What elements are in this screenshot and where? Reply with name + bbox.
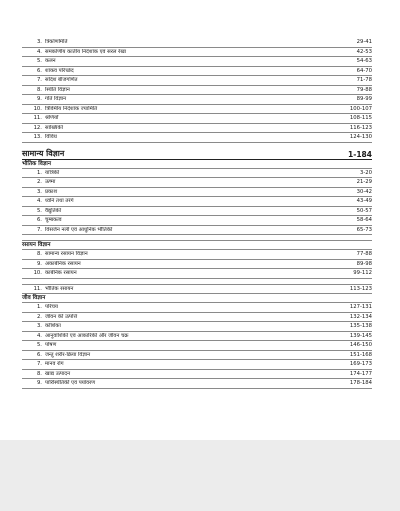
row-number: 9. — [36, 260, 42, 267]
row-number: 6. — [36, 217, 42, 224]
toc-row[interactable] — [22, 370, 372, 380]
toc-row[interactable] — [22, 351, 372, 361]
toc-row[interactable] — [22, 38, 372, 48]
row-title: जीवन की उत्पत्ति — [45, 313, 78, 320]
toc-row[interactable] — [22, 114, 372, 124]
row-pages: 99-112 — [353, 270, 372, 277]
toc-row[interactable] — [22, 250, 372, 260]
toc-row[interactable] — [22, 360, 372, 370]
toc-row[interactable] — [22, 226, 372, 236]
row-number: 2. — [36, 313, 42, 320]
row-number: 12. — [33, 124, 42, 131]
row-pages: 89-98 — [356, 260, 372, 267]
toc-row[interactable] — [22, 379, 372, 389]
row-title: त्रिविमीय निर्देशांक ज्यामिति — [45, 105, 98, 112]
row-title: अकार्बनिक रसायन — [45, 260, 81, 267]
row-pages: 100-107 — [349, 105, 372, 112]
toc-row[interactable] — [22, 133, 372, 143]
toc-row[interactable] — [22, 269, 372, 279]
row-title: गति विज्ञान — [45, 96, 67, 103]
row-pages: 21-29 — [356, 179, 372, 186]
row-title: सदिश बीजगणित — [45, 77, 78, 84]
row-number: 7. — [36, 226, 42, 233]
toc-row[interactable] — [22, 86, 372, 96]
row-number: 6. — [36, 67, 42, 74]
row-number: 2. — [36, 179, 42, 186]
row-number: 13. — [33, 134, 42, 141]
toc-row[interactable] — [22, 197, 372, 207]
row-pages: 132-134 — [349, 313, 372, 320]
row-pages: 127-131 — [349, 304, 372, 311]
row-pages: 151-168 — [349, 351, 372, 358]
row-title: विसर्जन नली एवं आधुनिक भौतिकी — [45, 226, 113, 233]
row-pages: 113-123 — [349, 285, 372, 292]
row-title: पारिस्थितिकी एवं पर्यावरण — [45, 380, 96, 387]
toc-row[interactable] — [22, 178, 372, 188]
row-pages: 124-130 — [349, 134, 372, 141]
row-title: सामान्य रसायन विज्ञान — [45, 251, 88, 258]
row-title: श्रेणियाँ — [45, 115, 59, 122]
row-number: 10. — [33, 270, 42, 277]
section-header-general-science[interactable] — [22, 146, 372, 160]
row-title: शांकव परिच्छेद — [45, 67, 74, 74]
row-number: 6. — [36, 351, 42, 358]
table-of-contents — [22, 38, 372, 389]
row-pages: 169-173 — [349, 361, 372, 368]
row-title: स्थिति विज्ञान — [45, 86, 70, 93]
math-list — [22, 38, 372, 143]
row-number: 8. — [36, 251, 42, 258]
section-pages: 1-184 — [348, 149, 372, 159]
row-number: 4. — [36, 332, 42, 339]
toc-row[interactable] — [22, 57, 372, 67]
row-title: कार्बनिक रसायन — [45, 270, 77, 277]
row-pages: 65-73 — [356, 226, 372, 233]
row-title: परिचय — [45, 304, 58, 311]
row-pages: 116-123 — [349, 124, 372, 131]
row-title: ऊष्मा — [45, 179, 56, 186]
row-title: प्रकाश — [45, 188, 58, 195]
row-title: आनुवांशिकी एवं आकारिकी और जीवन चक्र — [45, 332, 129, 339]
row-number: 5. — [36, 342, 42, 349]
row-title: भौतिक रसायन — [45, 285, 74, 292]
row-pages: 139-145 — [349, 332, 372, 339]
row-title: विविध — [45, 134, 57, 141]
toc-row[interactable] — [22, 285, 372, 295]
row-pages: 43-49 — [356, 198, 372, 205]
toc-row[interactable] — [22, 124, 372, 134]
row-number: 5. — [36, 58, 42, 65]
row-number: 9. — [36, 380, 42, 387]
row-title: मानव रोग — [45, 361, 64, 368]
row-pages: 42-53 — [356, 48, 372, 55]
row-pages: 54-63 — [356, 58, 372, 65]
row-number: 8. — [36, 370, 42, 377]
row-pages: 178-184 — [349, 380, 372, 387]
toc-row[interactable] — [22, 95, 372, 105]
row-title: जन्तु शरीर-क्रिया विज्ञान — [45, 351, 91, 358]
row-title: सांख्यिकी — [45, 124, 63, 131]
toc-row[interactable] — [22, 260, 372, 270]
row-title: यांत्रिकी — [45, 169, 60, 176]
row-number: 1. — [36, 304, 42, 311]
row-number: 7. — [36, 361, 42, 368]
row-number: 4. — [36, 48, 42, 55]
row-number: 5. — [36, 207, 42, 214]
row-pages: 3-20 — [359, 169, 372, 176]
row-pages: 89-99 — [356, 96, 372, 103]
toc-row[interactable] — [22, 188, 372, 198]
toc-row[interactable] — [22, 322, 372, 332]
footer-band — [0, 440, 400, 511]
toc-row[interactable] — [22, 303, 372, 313]
row-number: 9. — [36, 96, 42, 103]
toc-row[interactable] — [22, 67, 372, 77]
row-pages: 135-138 — [349, 323, 372, 330]
subheader-physics: भौतिक विज्ञान — [22, 160, 372, 169]
row-pages: 174-177 — [349, 370, 372, 377]
toc-row[interactable] — [22, 207, 372, 217]
row-pages: 29-41 — [356, 39, 372, 46]
row-title: चुम्बकत्व — [45, 217, 62, 224]
row-number: 3. — [36, 188, 42, 195]
row-pages: 77-88 — [356, 251, 372, 258]
row-number: 8. — [36, 86, 42, 93]
row-pages: 79-88 — [356, 86, 372, 93]
row-number: 3. — [36, 323, 42, 330]
row-pages: 71-78 — [356, 77, 372, 84]
row-pages: 58-64 — [356, 217, 372, 224]
row-title: ध्वनि तथा तरंगें — [45, 198, 74, 205]
row-title: पोषण — [45, 342, 57, 349]
row-number: 4. — [36, 198, 42, 205]
row-number: 7. — [36, 77, 42, 84]
row-pages: 50-57 — [356, 207, 372, 214]
row-pages: 108-115 — [349, 115, 372, 122]
row-title: समकोणीय कार्तीय निर्देशांक एवं सरल रेखा — [45, 48, 127, 55]
toc-row[interactable] — [22, 169, 372, 179]
toc-row[interactable] — [22, 313, 372, 323]
row-number: 1. — [36, 169, 42, 176]
row-number: 11. — [33, 285, 42, 292]
toc-row[interactable] — [22, 48, 372, 58]
toc-row[interactable] — [22, 216, 372, 226]
row-title: खाद्य उत्पादन — [45, 370, 71, 377]
section-title: सामान्य विज्ञान — [22, 148, 65, 158]
row-number: 10. — [33, 105, 42, 112]
row-pages: 30-42 — [356, 188, 372, 195]
row-number: 11. — [33, 115, 42, 122]
row-number: 3. — [36, 39, 42, 46]
subheader-biology: जीव विज्ञान — [22, 294, 372, 303]
row-title: वैद्युतिकी — [45, 207, 62, 214]
row-pages: 64-70 — [356, 67, 372, 74]
row-title: कोशिका — [45, 323, 61, 330]
toc-row[interactable] — [22, 76, 372, 86]
row-title: त्रिकोणमिति — [45, 39, 68, 46]
toc-row[interactable] — [22, 105, 372, 115]
row-title: कलन — [45, 58, 56, 65]
subheader-chemistry: रसायन विज्ञान — [22, 241, 372, 250]
row-pages: 146-150 — [349, 342, 372, 349]
toc-row[interactable] — [22, 332, 372, 342]
toc-row[interactable] — [22, 341, 372, 351]
